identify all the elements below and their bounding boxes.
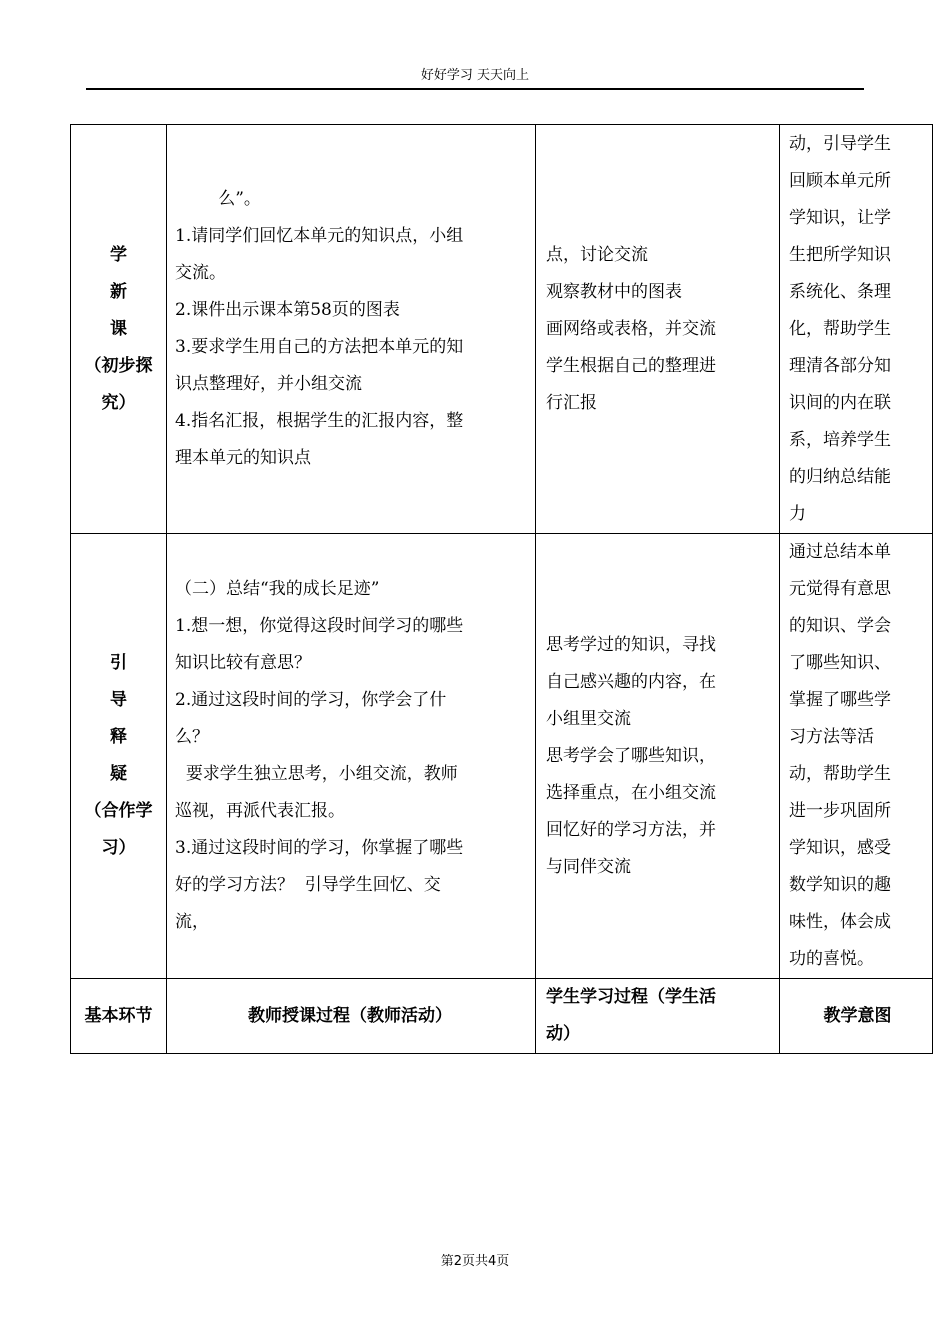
header-student-text: 动） xyxy=(546,1024,580,1044)
student-text: 与同伴交流 xyxy=(546,856,631,877)
teacher-text: 巡视，再派代表汇报。 xyxy=(175,801,345,821)
intent-text: 力 xyxy=(789,503,806,524)
stage-text: 导 xyxy=(110,690,127,710)
table-row xyxy=(71,534,933,979)
teacher-cell xyxy=(167,125,536,534)
intent-text: 理清各部分知 xyxy=(789,355,891,376)
intent-text: 数学知识的趣 xyxy=(789,875,891,895)
stage-text: 学 xyxy=(110,244,127,265)
page-header: 好好学习 天天向上 xyxy=(420,68,530,83)
stage-text: 引 xyxy=(110,653,127,673)
intent-text: 化，帮助学生 xyxy=(789,318,891,339)
student-text: 选择重点，在小组交流 xyxy=(546,782,716,803)
intent-cell xyxy=(780,125,933,534)
student-text: 点，讨论交流 xyxy=(546,244,648,265)
intent-text: 系，培养学生 xyxy=(789,429,891,450)
intent-text: 动，帮助学生 xyxy=(789,764,891,784)
intent-text: 识间的内在联 xyxy=(789,392,891,413)
intent-text: 了哪些知识、 xyxy=(789,653,891,673)
table-row xyxy=(71,125,933,534)
teacher-text: 好的学习方法？ 引导学生回忆、交 xyxy=(175,875,441,895)
stage-text: 究） xyxy=(101,392,136,413)
intent-text: 系统化、条理 xyxy=(789,281,891,302)
teacher-text: 流， xyxy=(175,912,209,932)
intent-text: 功的喜悦。 xyxy=(789,949,874,969)
stage-text: （合作学 xyxy=(84,801,153,821)
intent-text: 进一步巩固所 xyxy=(789,801,891,821)
student-text: 回忆好的学习方法，并 xyxy=(546,819,716,840)
teacher-text: 要求学生独立思考，小组交流，教师 xyxy=(175,764,458,784)
student-text: 画网络或表格，并交流 xyxy=(546,318,716,339)
teacher-text: 4.指名汇报，根据学生的汇报内容，整 xyxy=(175,411,464,431)
intent-text: 生把所学知识 xyxy=(789,244,891,265)
header-student-text: 学生学习过程（学生活 xyxy=(546,987,716,1007)
header-teacher: 教师授课过程（教师活动） xyxy=(167,979,536,1054)
intent-text: 掌握了哪些学 xyxy=(789,690,891,710)
stage-text: 新 xyxy=(110,281,127,302)
stage-text: （初步探 xyxy=(84,355,153,376)
teacher-text: 1.想一想，你觉得这段时间学习的哪些 xyxy=(175,616,464,636)
teacher-text: 理本单元的知识点 xyxy=(175,448,311,468)
page-footer: 第2页共4页 xyxy=(440,1254,510,1269)
header-rule xyxy=(86,88,864,90)
teacher-text: （二）总结“我的成长足迹” xyxy=(175,579,380,599)
student-text: 思考学过的知识，寻找 xyxy=(546,634,716,655)
teacher-cell xyxy=(167,534,536,979)
student-cell xyxy=(536,534,780,979)
intent-text: 的知识、学会 xyxy=(789,616,891,636)
student-text: 思考学会了哪些知识， xyxy=(546,745,716,766)
stage-text: 释 xyxy=(110,727,127,747)
teacher-text: 识点整理好，并小组交流 xyxy=(175,374,362,394)
student-text: 学生根据自己的整理进 xyxy=(546,355,716,376)
stage-text: 习） xyxy=(101,838,136,858)
intent-text: 回顾本单元所 xyxy=(789,170,891,191)
student-text: 观察教材中的图表 xyxy=(546,281,682,302)
teacher-text: 2.课件出示课本第58页的图表 xyxy=(175,300,400,320)
student-cell xyxy=(536,125,780,534)
intent-text: 学知识，让学 xyxy=(789,207,891,228)
stage-cell xyxy=(71,534,167,979)
header-student xyxy=(536,979,780,1054)
student-text: 行汇报 xyxy=(546,392,597,413)
teacher-text: 3.要求学生用自己的方法把本单元的知 xyxy=(175,337,464,357)
teacher-text: 么？ xyxy=(175,727,209,747)
stage-text: 疑 xyxy=(110,764,127,784)
intent-text: 学知识，感受 xyxy=(789,838,891,858)
table-header-row xyxy=(71,979,933,1054)
student-text: 小组里交流 xyxy=(546,708,631,729)
lesson-table xyxy=(70,124,933,1054)
student-text: 自己感兴趣的内容，在 xyxy=(546,671,716,692)
teacher-text: 么”。 xyxy=(175,189,261,209)
header-intent: 教学意图 xyxy=(780,979,933,1054)
intent-text: 的归纳总结能 xyxy=(789,466,891,487)
intent-text: 通过总结本单 xyxy=(789,542,891,562)
teacher-text: 1.请同学们回忆本单元的知识点，小组 xyxy=(175,226,464,246)
teacher-text: 知识比较有意思？ xyxy=(175,653,311,673)
teacher-text: 交流。 xyxy=(175,263,226,283)
intent-text: 习方法等活 xyxy=(789,727,874,747)
teacher-text: 2.通过这段时间的学习，你学会了什 xyxy=(175,690,447,710)
intent-text: 元觉得有意思 xyxy=(789,579,891,599)
intent-text: 动，引导学生 xyxy=(789,133,891,154)
stage-text: 课 xyxy=(110,318,127,339)
intent-text: 味性，体会成 xyxy=(789,912,891,932)
header-stage: 基本环节 xyxy=(71,979,167,1054)
intent-cell xyxy=(780,534,933,979)
teacher-text: 3.通过这段时间的学习，你掌握了哪些 xyxy=(175,838,464,858)
stage-cell xyxy=(71,125,167,534)
